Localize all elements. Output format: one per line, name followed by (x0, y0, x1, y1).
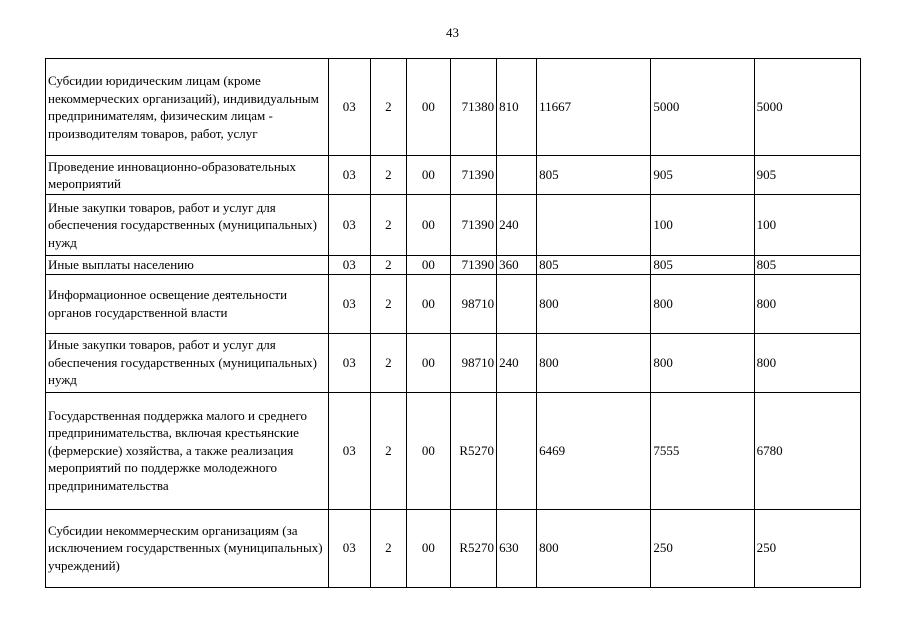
section-cell: 03 (328, 392, 370, 509)
value-1-cell: 6469 (537, 392, 651, 509)
expense-type-cell: 240 (497, 195, 537, 256)
value-3-cell: 5000 (754, 59, 860, 156)
section-cell: 03 (328, 256, 370, 275)
subsection-cell: 2 (370, 392, 406, 509)
subsection-cell: 2 (370, 274, 406, 333)
row-description: Иные закупки товаров, работ и услуг для обеспечения государственных (муниципальных) нужд (46, 333, 329, 392)
table-row (46, 333, 861, 392)
value-1-cell: 11667 (537, 59, 651, 156)
page-number: 43 (446, 25, 459, 40)
table-row (46, 509, 861, 587)
value-1-cell (537, 195, 651, 256)
table-row (46, 59, 861, 156)
section-cell: 03 (328, 274, 370, 333)
code-cell: 00 (406, 333, 450, 392)
expense-type-cell (497, 392, 537, 509)
subsection-cell: 2 (370, 195, 406, 256)
value-2-cell: 905 (651, 156, 754, 195)
row-description: Иные закупки товаров, работ и услуг для обеспечения государственных (муниципальных) нужд (46, 195, 329, 256)
table-row (46, 156, 861, 195)
subsection-cell: 2 (370, 333, 406, 392)
expense-type-cell: 810 (497, 59, 537, 156)
value-3-cell: 250 (754, 509, 860, 587)
article-cell: R5270 (450, 509, 496, 587)
expense-type-cell: 240 (497, 333, 537, 392)
code-cell: 00 (406, 274, 450, 333)
value-2-cell: 800 (651, 274, 754, 333)
table-row (46, 256, 861, 275)
value-2-cell: 100 (651, 195, 754, 256)
value-2-cell: 805 (651, 256, 754, 275)
code-cell: 00 (406, 256, 450, 275)
article-cell: 98710 (450, 274, 496, 333)
row-description: Государственная поддержка малого и среднего предпринимательства, включая крестьянские (фермерские) хозяйства, а также реализация мероприятий по поддержке молодежного предпринимательства (46, 392, 329, 509)
value-2-cell: 5000 (651, 59, 754, 156)
expense-type-cell: 360 (497, 256, 537, 275)
table-row (46, 274, 861, 333)
subsection-cell: 2 (370, 156, 406, 195)
subsection-cell: 2 (370, 59, 406, 156)
code-cell: 00 (406, 59, 450, 156)
section-cell: 03 (328, 195, 370, 256)
expense-type-cell (497, 156, 537, 195)
code-cell: 00 (406, 195, 450, 256)
value-2-cell: 800 (651, 333, 754, 392)
value-3-cell: 800 (754, 274, 860, 333)
value-1-cell: 800 (537, 509, 651, 587)
value-3-cell: 6780 (754, 392, 860, 509)
code-cell: 00 (406, 509, 450, 587)
section-cell: 03 (328, 509, 370, 587)
row-description: Иные выплаты населению (46, 256, 329, 275)
value-2-cell: 250 (651, 509, 754, 587)
article-cell: 71390 (450, 195, 496, 256)
code-cell: 00 (406, 156, 450, 195)
article-cell: 71380 (450, 59, 496, 156)
section-cell: 03 (328, 333, 370, 392)
subsection-cell: 2 (370, 509, 406, 587)
budget-table (45, 58, 861, 588)
value-1-cell: 805 (537, 256, 651, 275)
table-row (46, 392, 861, 509)
subsection-cell: 2 (370, 256, 406, 275)
section-cell: 03 (328, 156, 370, 195)
row-description: Субсидии некоммерческим организациям (за исключением государственных (муниципальных) учреждений) (46, 509, 329, 587)
value-2-cell: 7555 (651, 392, 754, 509)
row-description: Субсидии юридическим лицам (кроме некоммерческих организаций), индивидуальным предпринимателям, физическим лицам - производителям товаров, работ, услуг (46, 59, 329, 156)
value-1-cell: 800 (537, 274, 651, 333)
row-description: Информационное освещение деятельности органов государственной власти (46, 274, 329, 333)
row-description: Проведение инновационно-образовательных мероприятий (46, 156, 329, 195)
expense-type-cell (497, 274, 537, 333)
article-cell: 71390 (450, 156, 496, 195)
value-3-cell: 100 (754, 195, 860, 256)
value-1-cell: 800 (537, 333, 651, 392)
value-3-cell: 805 (754, 256, 860, 275)
table-row (46, 195, 861, 256)
code-cell: 00 (406, 392, 450, 509)
article-cell: 98710 (450, 333, 496, 392)
expense-type-cell: 630 (497, 509, 537, 587)
section-cell: 03 (328, 59, 370, 156)
article-cell: 71390 (450, 256, 496, 275)
value-1-cell: 805 (537, 156, 651, 195)
article-cell: R5270 (450, 392, 496, 509)
value-3-cell: 800 (754, 333, 860, 392)
value-3-cell: 905 (754, 156, 860, 195)
